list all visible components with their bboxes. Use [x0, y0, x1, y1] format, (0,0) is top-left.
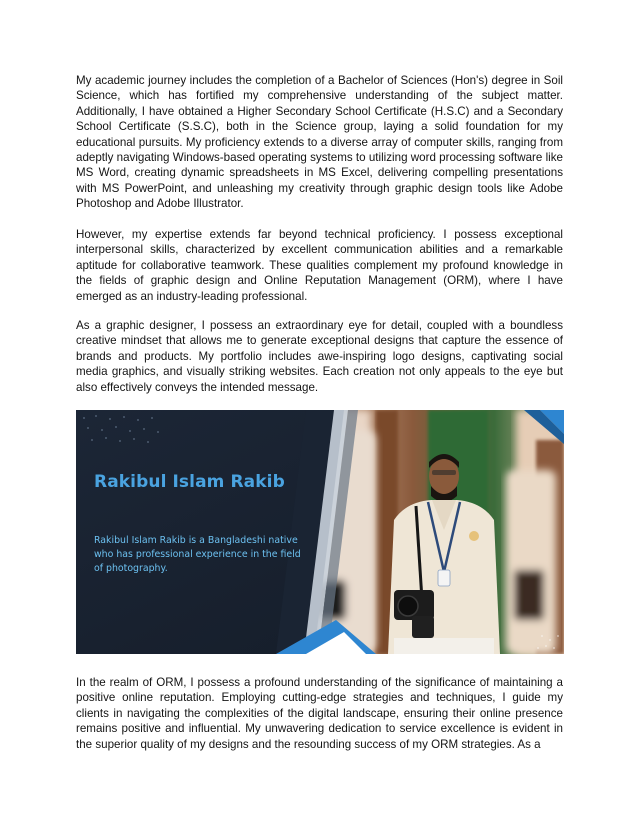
- paragraph-graphic-designer: As a graphic designer, I possess an extraordinary eye for detail, coupled with a boundless creative mindset that allows me to generate exceptional designs that capture the essence of brands and products. My portfolio includes awe-inspiring logo designs, captivating social media graphics, and visually striking websites. Each creation not only appeals to the eye but also effectively conveys the intended message.: [76, 319, 563, 394]
- banner-artwork: [76, 410, 564, 654]
- paragraph-orm: In the realm of ORM, I possess a profound understanding of the significance of maintaining a positive online reputation. Employing cutting-edge strategies and techniques, I guide my clients in navigating the complexities of the digital landscape, ensuring their online presence remains positive and influential. My unwavering dedication to service excellence is evident in the superior quality of my designs and the resounding success of my ORM strategies. As a: [76, 676, 563, 751]
- blurred-figure-right: [506, 470, 556, 654]
- banner-title: Rakibul Islam Rakib: [94, 472, 285, 492]
- paragraph-expertise: However, my expertise extends far beyond technical proficiency. I possess exceptional interpersonal skills, characterized by excellent communication abilities and a remarkable aptitude for collaborative teamwork. These qualities complement my profound knowledge in the fields of graphic design and Online Reputation Management (ORM), where I have emerged as an industry-leading professional.: [76, 228, 563, 303]
- profile-banner-image: [76, 410, 564, 654]
- paragraph-academic-journey: My academic journey includes the completion of a Bachelor of Sciences (Hon's) degree in Soil Science, which has fortified my comprehensive understanding of the subject matter. Additionally, I have obtained a Higher Secondary School Certificate (H.S.C) and a Secondary School Certificate (S.S.C), both in the Science group, laying a solid foundation for my educational pursuits. My proficiency extends to a diverse array of computer skills, ranging from adeptly navigating Windows-based operating systems to utilizing word processing software like MS Word, creating dynamic spreadsheets in MS Excel, delivering compelling presentations with MS PowerPoint, and unleashing my creativity through graphic design tools like Adobe Photoshop and Adobe Illustrator.: [76, 74, 563, 211]
- banner-subtitle: Rakibul Islam Rakib is a Bangladeshi native who has professional experience in the field of photography.: [94, 535, 301, 574]
